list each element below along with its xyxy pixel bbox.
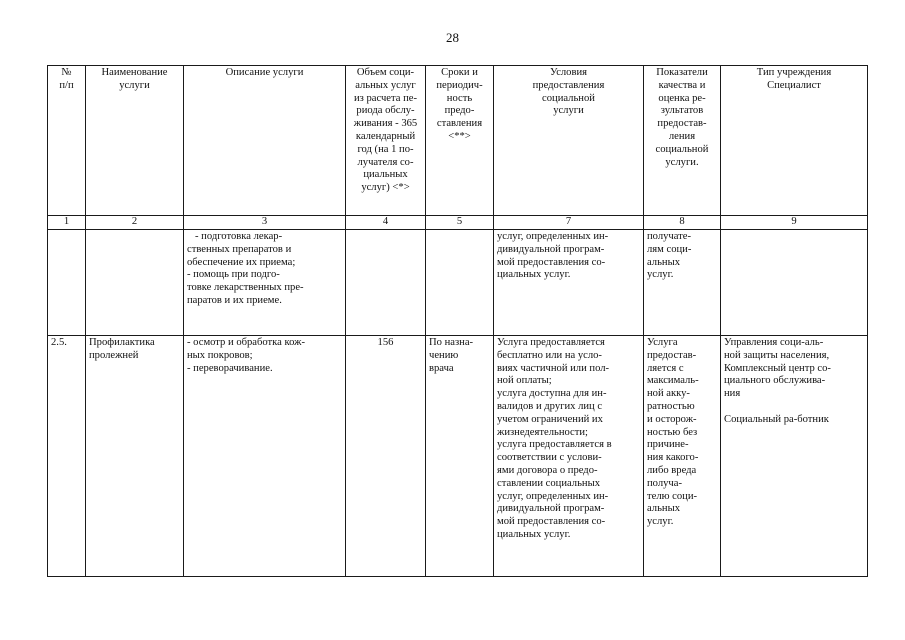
column-number: 1 bbox=[48, 216, 86, 230]
service-conditions: услуг, определенных ин- дивидуальной програм- мой предоставления со- циальных услуг. bbox=[494, 230, 644, 336]
column-number: 2 bbox=[86, 216, 184, 230]
column-number: 3 bbox=[184, 216, 346, 230]
quality-indicators: получате- лям соци- альных услуг. bbox=[644, 230, 721, 336]
service-volume: 156 bbox=[346, 336, 426, 577]
table-row bbox=[48, 230, 868, 336]
service-description: - осмотр и обработка кож- ных покровов; - переворачивание. bbox=[184, 336, 346, 577]
row-number: 2.5. bbox=[48, 336, 86, 577]
service-terms: По назна- чению врача bbox=[426, 336, 494, 577]
column-number: 9 bbox=[721, 216, 868, 230]
institution-type: Управления соци-аль- ной защиты населения, Комплексный центр со- циального обслужива- ния Социальный ра-ботник bbox=[721, 336, 868, 577]
header-volume: Объем соци- альных услуг из расчета пе- риода обслу- живания - 365 календарный год (на 1 по- лучателя со- циальных услуг) <*> bbox=[346, 66, 426, 216]
header-number: № п/п bbox=[48, 66, 86, 216]
row-number bbox=[48, 230, 86, 336]
service-terms bbox=[426, 230, 494, 336]
header-institution: Тип учреждения Специалист bbox=[721, 66, 868, 216]
service-volume bbox=[346, 230, 426, 336]
header-terms: Сроки и периодич- ность предо- ставления <**> bbox=[426, 66, 494, 216]
header-description: Описание услуги bbox=[184, 66, 346, 216]
service-description: - подготовка лекар- ственных препаратов и обеспечение их приема; - помощь при подго- товке лекарственных пре- паратов и их приеме. bbox=[184, 230, 346, 336]
header-name: Наименование услуги bbox=[86, 66, 184, 216]
table-row bbox=[48, 336, 868, 577]
column-number: 4 bbox=[346, 216, 426, 230]
page-number: 28 bbox=[446, 30, 459, 45]
header-conditions: Условия предоставления социальной услуги bbox=[494, 66, 644, 216]
service-conditions: Услуга предоставляется бесплатно или на усло- виях частичной или пол- ной оплаты; услуга доступна для ин- валидов и других лиц с учетом ограничений их жизнедеятельности; услуга предоставляется в соответствии с услови- ями договора о предо- ставлении социальных услуг, определенных ин- дивидуальной програм- мой предоставления со- циальных услуг. bbox=[494, 336, 644, 577]
service-name: Профилактика пролежней bbox=[86, 336, 184, 577]
services-table bbox=[47, 65, 868, 577]
quality-indicators: Услуга предостав- ляется с максималь- ной акку- ратностью и осторож- ностью без причине- ния какого- либо вреда получа- телю соци- альных услуг. bbox=[644, 336, 721, 577]
column-number: 8 bbox=[644, 216, 721, 230]
column-number-row bbox=[48, 216, 868, 230]
header-quality: Показатели качества и оценка ре- зультатов предостав- ления социальной услуги. bbox=[644, 66, 721, 216]
institution-type bbox=[721, 230, 868, 336]
service-name bbox=[86, 230, 184, 336]
column-number: 7 bbox=[494, 216, 644, 230]
header-row bbox=[48, 66, 868, 216]
column-number: 5 bbox=[426, 216, 494, 230]
